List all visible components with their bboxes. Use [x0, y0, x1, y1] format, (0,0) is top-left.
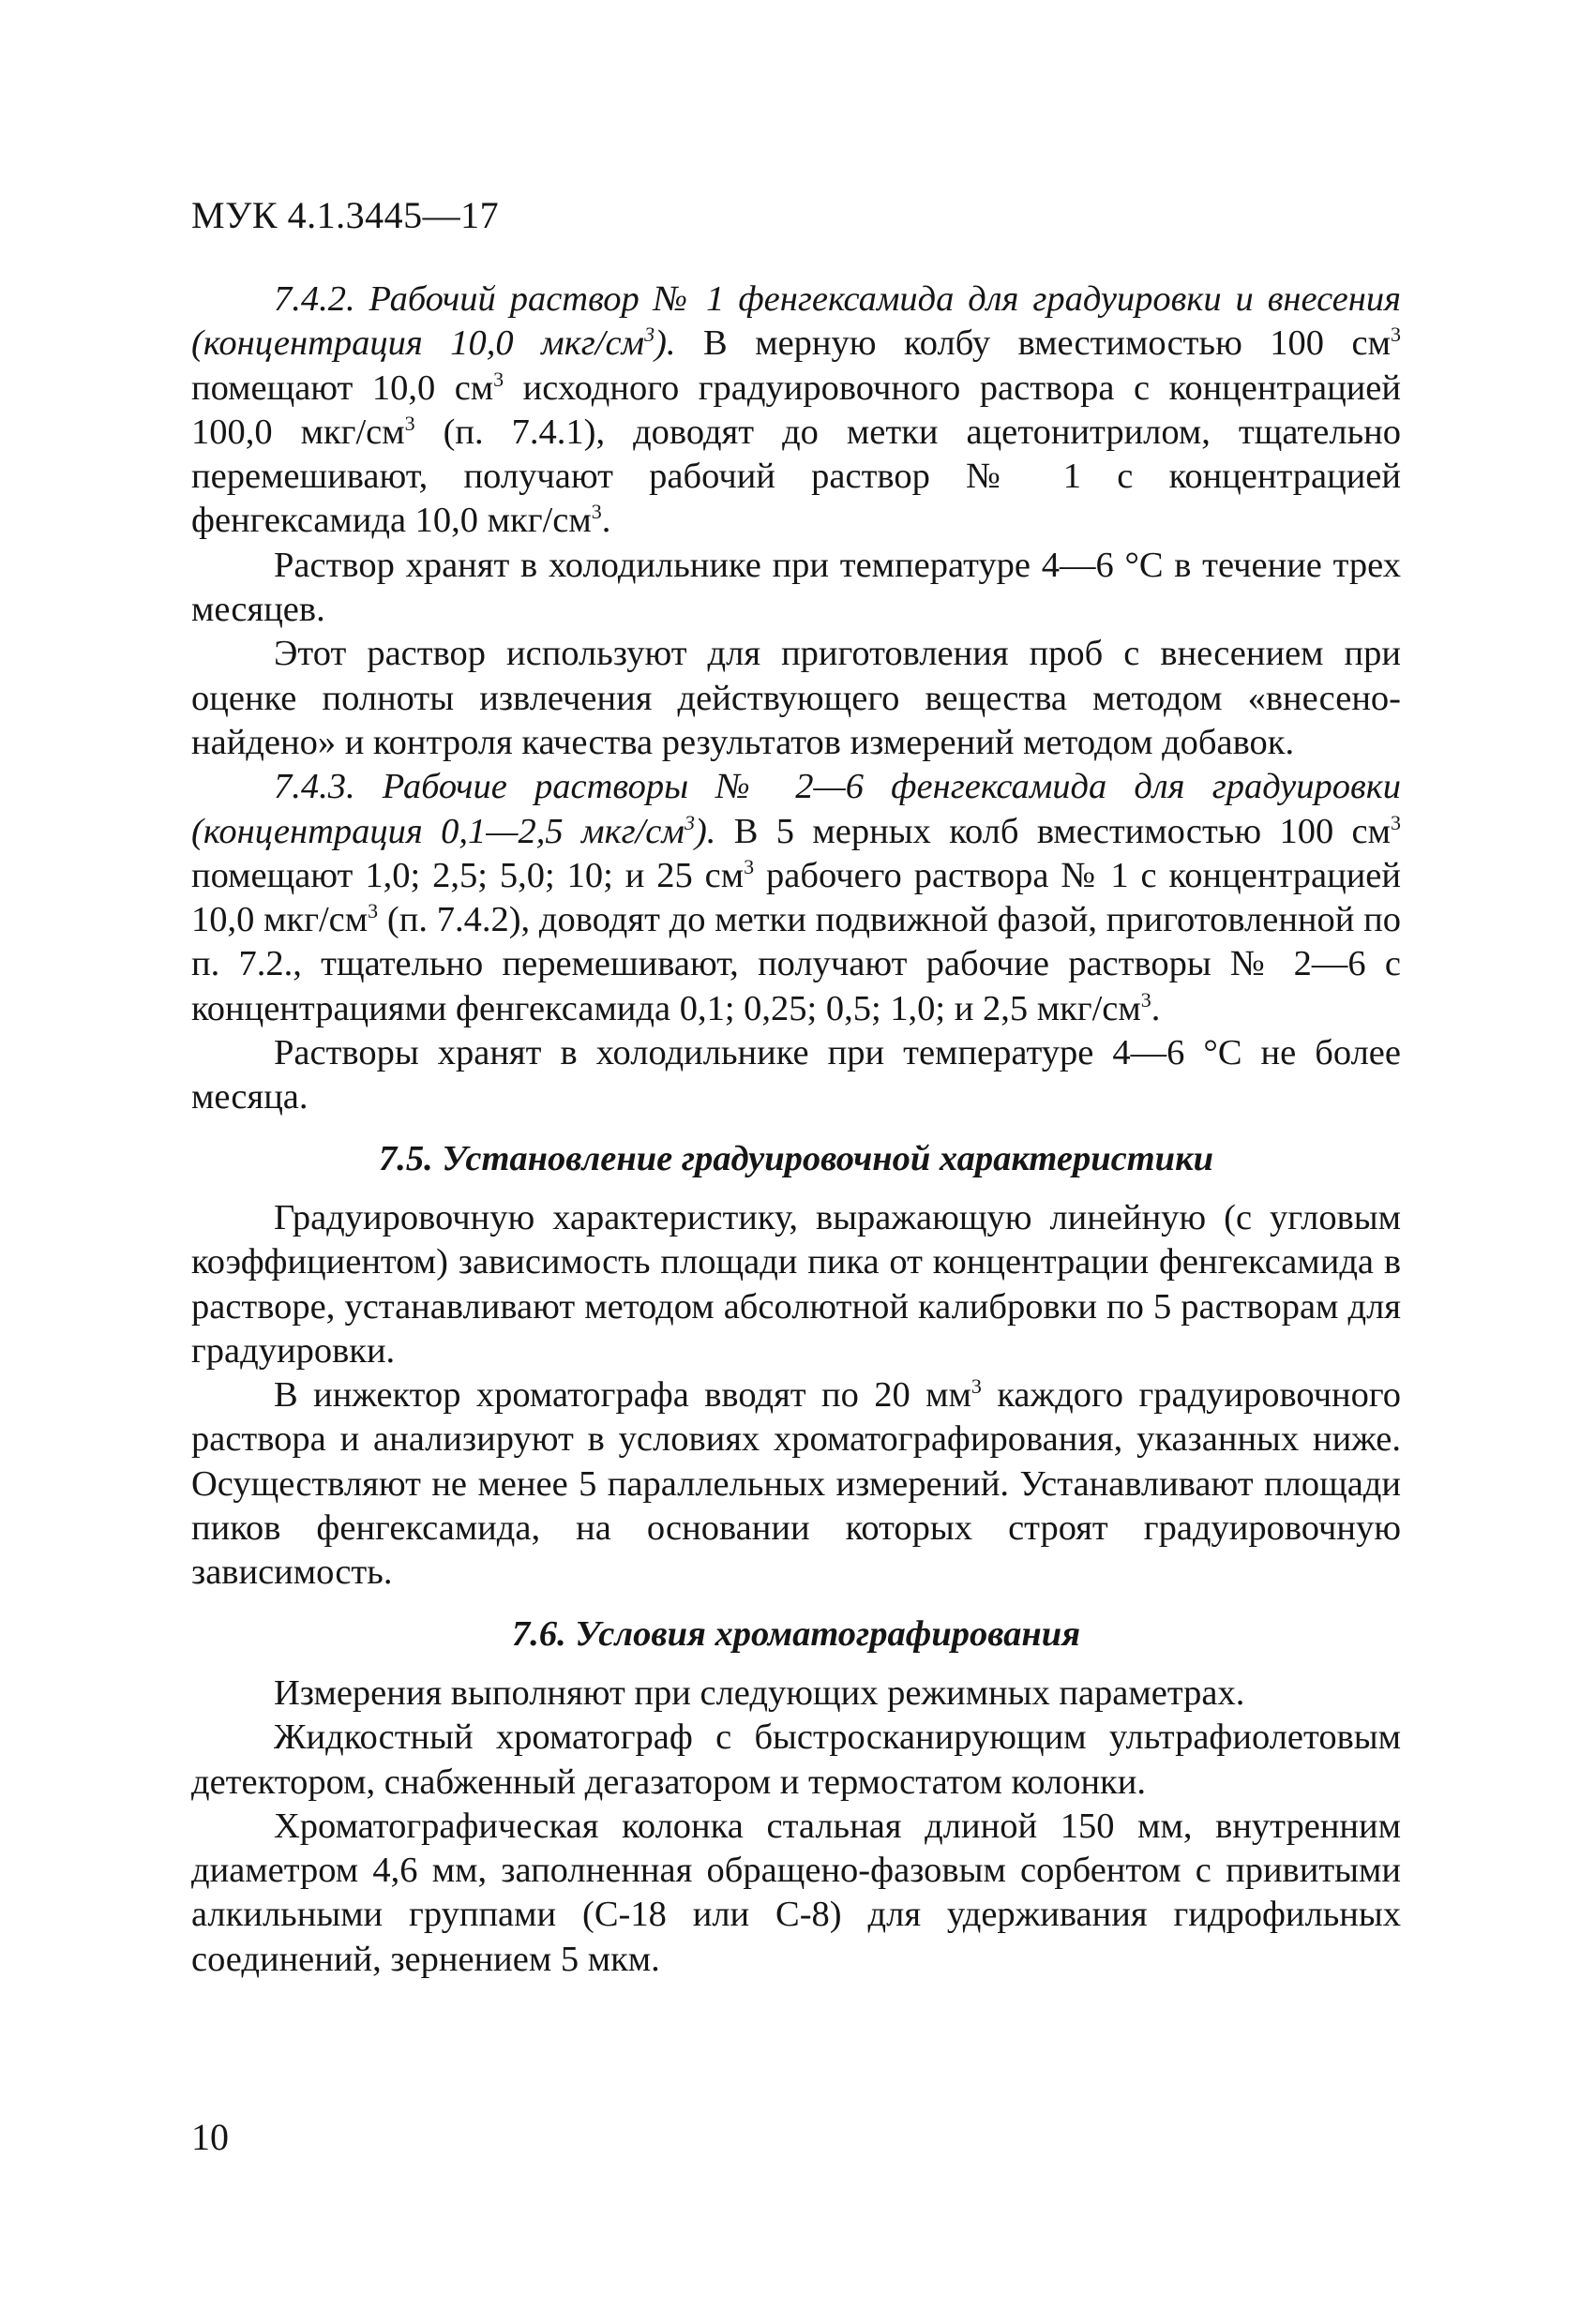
section-title-7-5: 7.5. Установление градуировочной характеристики — [379, 1138, 1213, 1178]
superscript: 3 — [368, 899, 379, 923]
paragraph-calibration: Градуировочную характеристику, выражающую линейную (с угловым коэффициентом) зависимость площади пика от концентрации фенгексамида в растворе, устанавливают методом абсолютной калибровки по 5 растворам для градуировки. — [191, 1197, 1401, 1371]
section-title-7-6: 7.6. Условия хроматографирования — [511, 1613, 1081, 1654]
paragraph-7-4-2: 7.4.2. Рабочий раствор № 1 фенгексамида для градуировки и внесения (концентрация 10,0 мкг/$см^3$). В мерную колбу вместимостью 100 $см^3$ помещают 10,0 $см^3$ исходного градуировочного раствора с концентрацией 100,0 мкг/$см^3$ (п. 7.4.1), доводят до метки ацетонитрилом, тщательно перемешивают, получают рабочий раствор № 1 с концентрацией фенгексамида 10,0 мкг/$см^3$. — [191, 279, 1401, 541]
paragraph-chromatograph: Жидкостный хроматограф с быстросканирующим ультрафиолетовым детектором, снабженный дегазатором и термостатом колонки. — [191, 1717, 1401, 1802]
superscript: 3 — [591, 500, 602, 524]
paragraph-storage-7-4-2: Раствор хранят в холодильнике при температуре 4—6 °С в течение трех месяцев. — [191, 545, 1401, 630]
paragraph-parameters: Измерения выполняют при следующих режимных параметрах. — [274, 1672, 1245, 1713]
superscript: 3 — [1391, 810, 1401, 834]
paragraph-injection: В инжектор хроматографа вводят по 20 $мм^3$ каждого градуировочного раствора и анализируют в условиях хроматографирования, указанных ниже. Осуществляют не менее 5 параллельных измерений. Устанавливают площади пиков фенгексамида, на основании которых строят градуировочную зависимость. — [191, 1374, 1401, 1593]
superscript: 3 — [493, 367, 504, 391]
subsection-title-7-4-2: 7.4.2. Рабочий раствор № 1 фенгексамида для градуировки и внесения (концентрация 10,0 мкг/$см^3$). — [191, 279, 1401, 364]
subsection-title-7-4-3: 7.4.3. Рабочие растворы № 2—6 фенгексамида для градуировки (концентрация 0,1—2,5 мкг/$см^3$). — [191, 767, 1401, 851]
paragraph-storage-7-4-3: Растворы хранят в холодильнике при температуре 4—6 °С не более месяца. — [191, 1033, 1401, 1117]
paragraph-usage-7-4-2: Этот раствор используют для приготовления проб с внесением при оценке полноты извлечения действующего вещества методом «внесено-найдено» и контроля качества результатов измерений методом добавок. — [191, 634, 1401, 762]
superscript: 3 — [971, 1374, 982, 1399]
superscript: 3 — [644, 322, 655, 347]
page-number: 10 — [191, 2116, 229, 2158]
document-code-header: МУК 4.1.3445—17 — [191, 194, 500, 236]
page-content — [191, 277, 1401, 1982]
superscript: 3 — [684, 810, 695, 834]
superscript: 3 — [744, 855, 755, 879]
superscript: 3 — [404, 412, 415, 436]
superscript: 3 — [1140, 987, 1151, 1012]
paragraph-7-4-3: 7.4.3. Рабочие растворы № 2—6 фенгексамида для градуировки (концентрация 0,1—2,5 мкг/$см^3$). В 5 мерных колб вместимостью 100 $см^3$ помещают 1,0; 2,5; 5,0; 10; и 25 $см^3$ рабочего раствора № 1 с концентрацией 10,0 мкг/$см^3$ (п. 7.4.2), доводят до метки подвижной фазой, приготовленной по п. 7.2., тщательно перемешивают, получают рабочие растворы № 2—6 с концентрациями фенгексамида 0,1; 0,25; 0,5; 1,0; и 2,5 мкг/$см^3$. — [191, 767, 1401, 1028]
paragraph-column: Хроматографическая колонка стальная длиной 150 мм, внутренним диаметром 4,6 мм, заполненная обращено-фазовым сорбентом с привитыми алкильными группами (С-18 или С-8) для удерживания гидрофильных соединений, зернением 5 мкм. — [191, 1806, 1401, 1979]
superscript: 3 — [1391, 322, 1401, 347]
